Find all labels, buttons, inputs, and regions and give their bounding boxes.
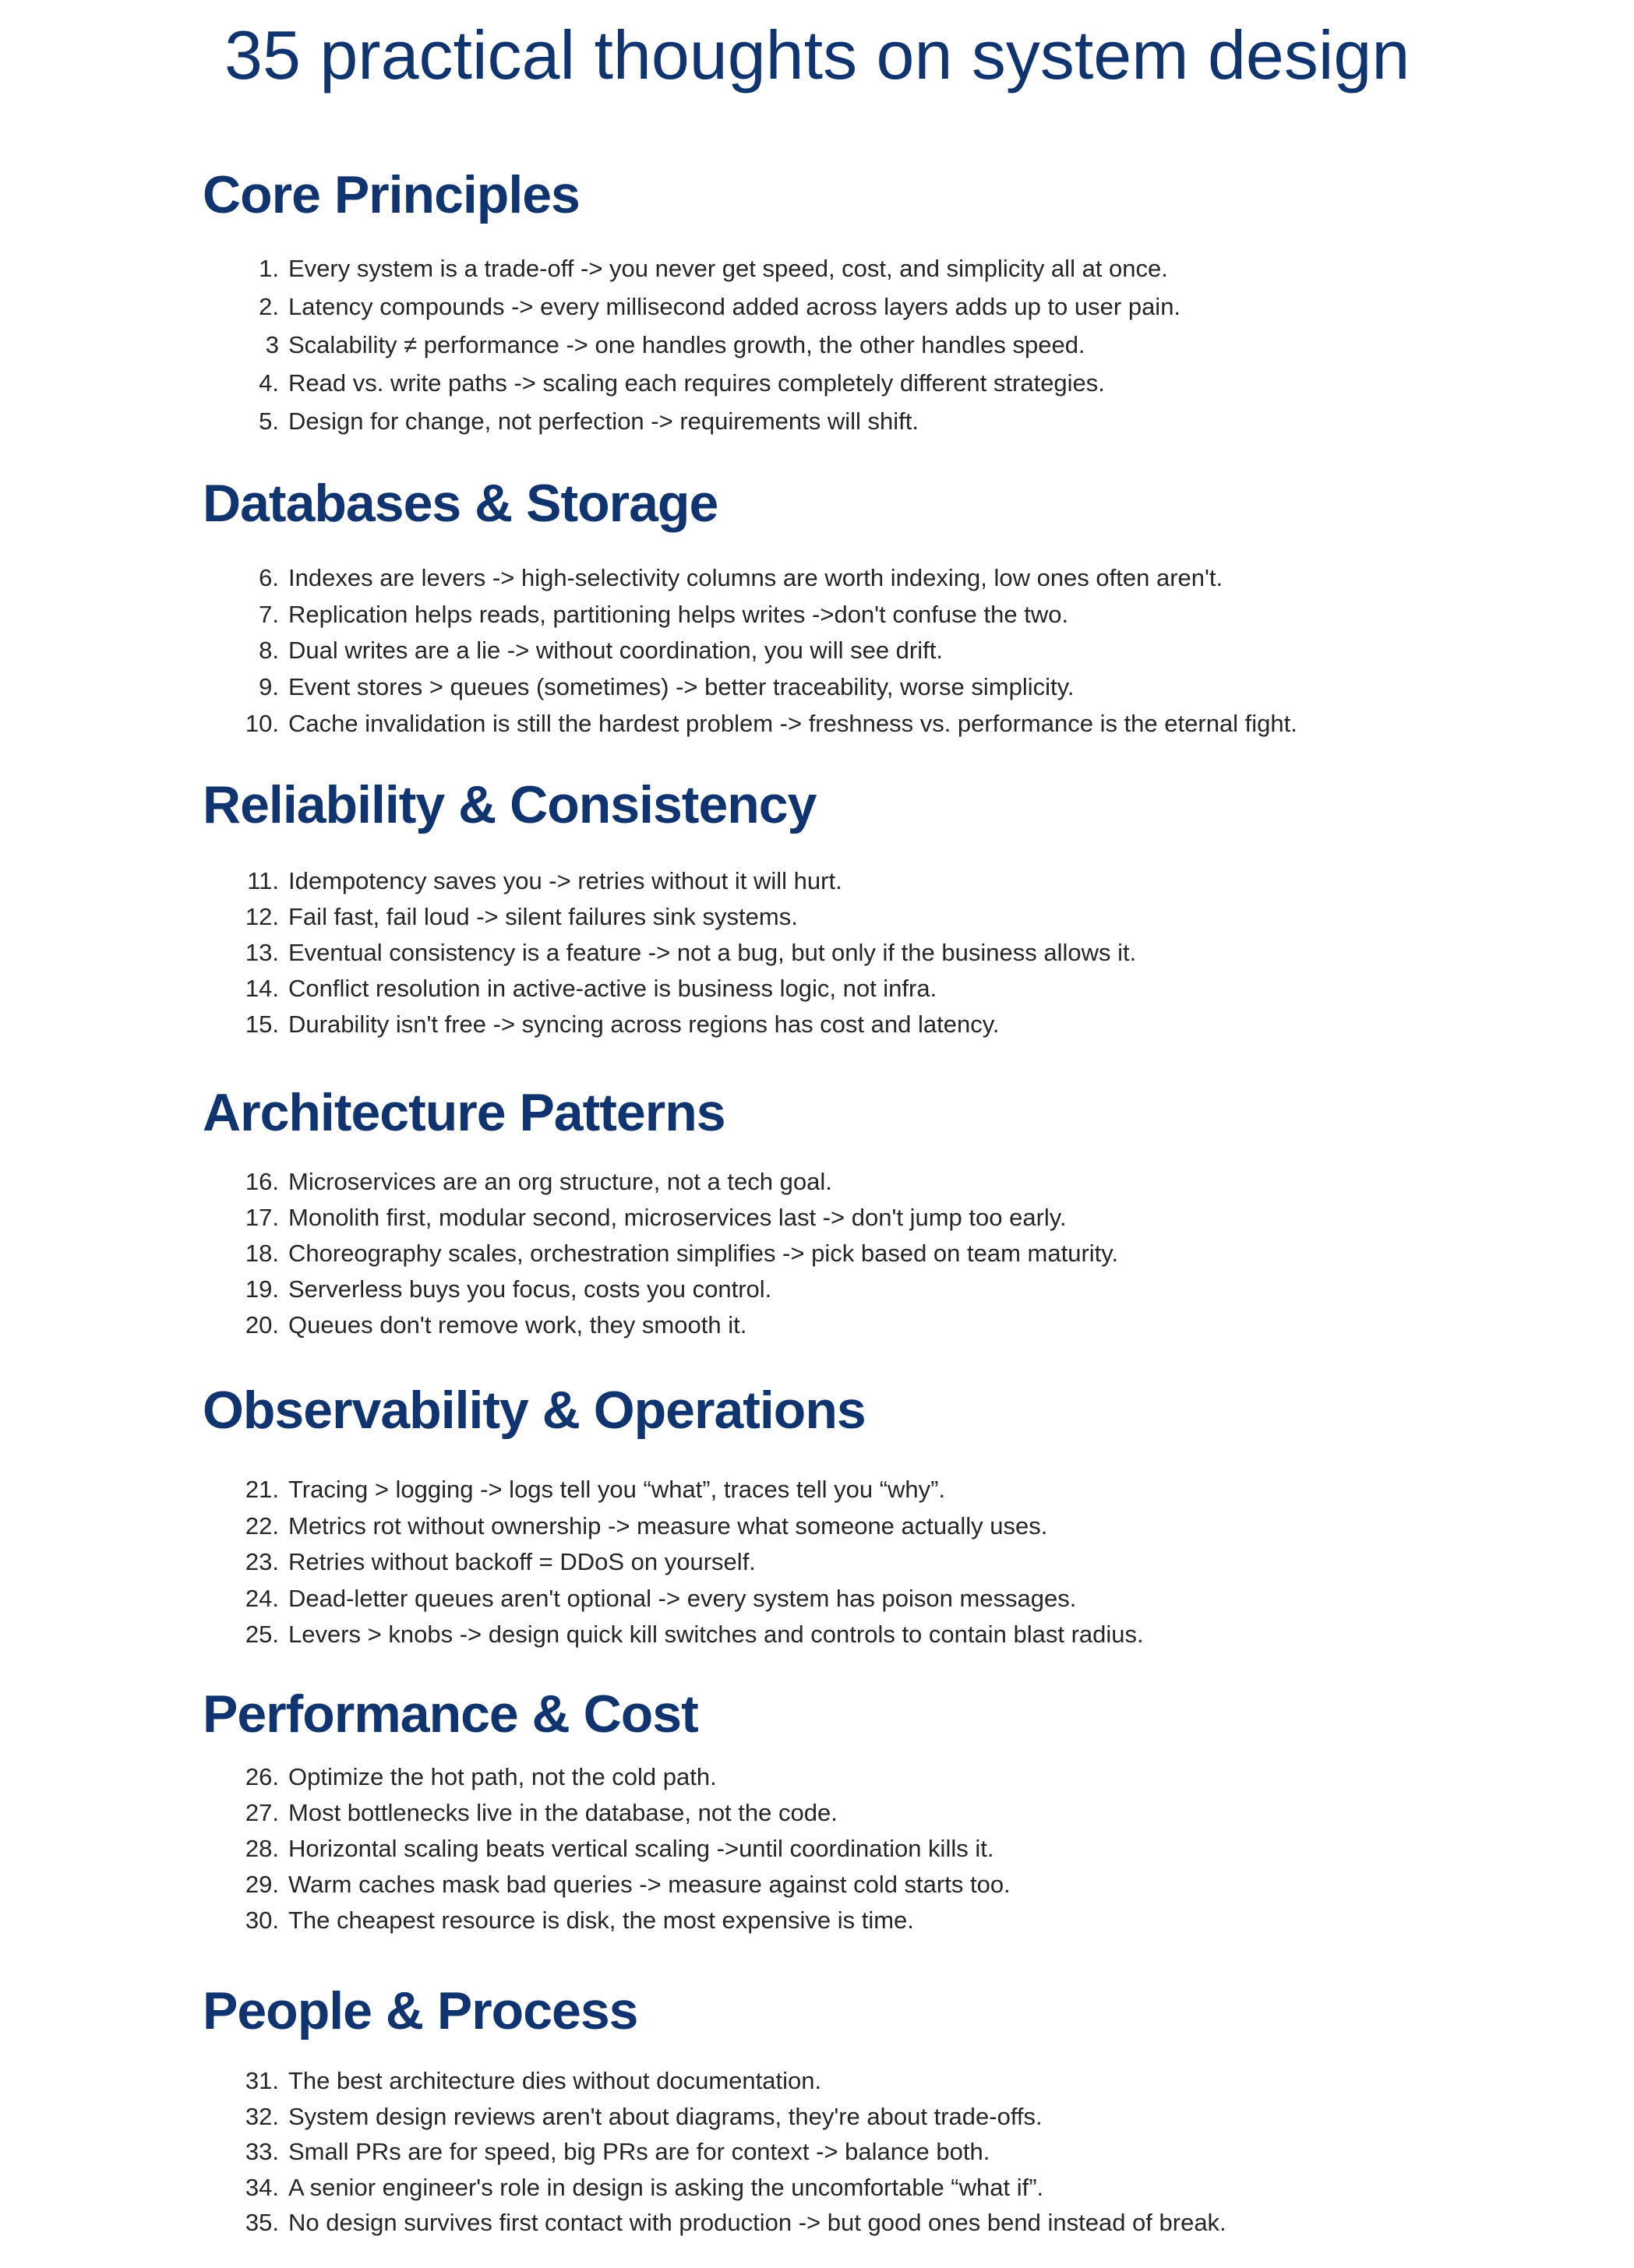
item-number: 1. [259, 255, 279, 282]
item-text: Small PRs are for speed, big PRs are for context -> balance both. [288, 2138, 990, 2165]
item-number: 29. [245, 1871, 279, 1898]
item-number: 10. [245, 709, 279, 737]
item-number: 4. [259, 369, 279, 397]
item-number: 15. [245, 1011, 279, 1038]
item-number: 27. [245, 1799, 279, 1826]
page-title: 35 practical thoughts on system design [224, 16, 1410, 93]
item-number: 13. [245, 939, 279, 966]
item-number: 14. [245, 975, 279, 1002]
item-number: 23. [245, 1548, 279, 1575]
item-number: 24. [245, 1584, 279, 1612]
section-heading-people-process: People & Process [203, 1981, 638, 2040]
item-number: 8. [259, 637, 279, 665]
section-heading-observability-operations: Observability & Operations [203, 1381, 866, 1440]
section-heading-databases-storage: Databases & Storage [203, 474, 718, 533]
item-number: 6. [259, 564, 279, 591]
item-number: 33. [245, 2138, 279, 2165]
item-number: 35. [245, 2209, 279, 2236]
item-text: The cheapest resource is disk, the most expensive is time. [288, 1906, 914, 1934]
item-number: 21. [245, 1476, 279, 1503]
item-number: 19. [245, 1275, 279, 1303]
item-number: 32. [245, 2102, 279, 2130]
item-text: Conflict resolution in active-active is business logic, not infra. [288, 975, 937, 1002]
item-number: 16. [245, 1168, 279, 1195]
item-number: 3 [265, 331, 279, 358]
item-text: Monolith first, modular second, microservices last -> don't jump too early. [288, 1204, 1067, 1231]
item-text: Metrics rot without ownership -> measure what someone actually uses. [288, 1511, 1048, 1540]
item-number: 11. [247, 867, 279, 894]
item-text: Horizontal scaling beats vertical scaling ->until coordination kills it. [288, 1835, 994, 1862]
item-text: A senior engineer's role in design is asking the uncomfortable “what if”. [288, 2173, 1044, 2201]
item-text: Dead-letter queues aren't optional -> every system has poison messages. [288, 1584, 1077, 1612]
item-text: Levers > knobs -> design quick kill switches and controls to contain blast radius. [288, 1621, 1144, 1648]
item-text: System design reviews aren't about diagrams, they're about trade-offs. [288, 2102, 1043, 2130]
item-text: Optimize the hot path, not the cold path. [288, 1763, 717, 1790]
item-text: Event stores > queues (sometimes) -> better traceability, worse simplicity. [288, 673, 1075, 701]
item-text: Every system is a trade-off -> you never get speed, cost, and simplicity all at once. [288, 255, 1168, 282]
section-heading-core-principles: Core Principles [203, 165, 580, 224]
section-heading-architecture-patterns: Architecture Patterns [203, 1083, 725, 1142]
item-text: Read vs. write paths -> scaling each requires completely different strategies. [288, 369, 1105, 397]
item-text: Microservices are an org structure, not a tech goal. [288, 1168, 832, 1195]
item-number: 5. [259, 407, 279, 435]
section-heading-performance-cost: Performance & Cost [203, 1684, 698, 1744]
item-number: 20. [245, 1311, 279, 1339]
item-number: 7. [259, 600, 279, 628]
item-text: Replication helps reads, partitioning helps writes ->don't confuse the two. [288, 600, 1069, 628]
item-number: 17. [245, 1204, 279, 1231]
item-number: 9. [259, 673, 279, 701]
item-text: Fail fast, fail loud -> silent failures sink systems. [288, 903, 798, 930]
item-text: Serverless buys you focus, costs you control. [288, 1275, 772, 1303]
item-number: 26. [245, 1763, 279, 1790]
item-text: Retries without backoff = DDoS on yourself. [288, 1548, 756, 1575]
item-number: 22. [245, 1511, 279, 1540]
item-number: 12. [245, 903, 279, 930]
item-number: 2. [259, 293, 279, 320]
item-text: Idempotency saves you -> retries without it will hurt. [288, 867, 842, 894]
item-text: No design survives first contact with production -> but good ones bend instead of break. [288, 2209, 1226, 2236]
item-text: Dual writes are a lie -> without coordination, you will see drift. [288, 637, 943, 665]
item-text: Scalability ≠ performance -> one handles growth, the other handles speed. [288, 331, 1085, 358]
item-text: Durability isn't free -> syncing across regions has cost and latency. [288, 1011, 1000, 1038]
item-text: Tracing > logging -> logs tell you “what”, traces tell you “why”. [288, 1476, 946, 1503]
item-text: Warm caches mask bad queries -> measure against cold starts too. [288, 1871, 1011, 1898]
item-number: 25. [245, 1621, 279, 1648]
item-text: Design for change, not perfection -> requirements will shift. [288, 407, 919, 435]
item-text: Queues don't remove work, they smooth it. [288, 1311, 747, 1339]
item-text: Latency compounds -> every millisecond added across layers adds up to user pain. [288, 293, 1181, 320]
item-text: Most bottlenecks live in the database, not the code. [288, 1799, 838, 1826]
item-text: Eventual consistency is a feature -> not a bug, but only if the business allows it. [288, 939, 1137, 966]
section-heading-reliability-consistency: Reliability & Consistency [203, 775, 817, 834]
item-number: 34. [245, 2173, 279, 2201]
item-number: 31. [245, 2067, 279, 2094]
item-text: The best architecture dies without documentation. [288, 2067, 822, 2094]
item-number: 30. [245, 1906, 279, 1934]
item-text: Indexes are levers -> high-selectivity columns are worth indexing, low ones often aren't. [288, 564, 1223, 591]
item-number: 28. [245, 1835, 279, 1862]
item-number: 18. [245, 1240, 279, 1267]
item-text: Choreography scales, orchestration simplifies -> pick based on team maturity. [288, 1240, 1119, 1267]
item-text: Cache invalidation is still the hardest problem -> freshness vs. performance is the eternal fight. [288, 709, 1297, 737]
